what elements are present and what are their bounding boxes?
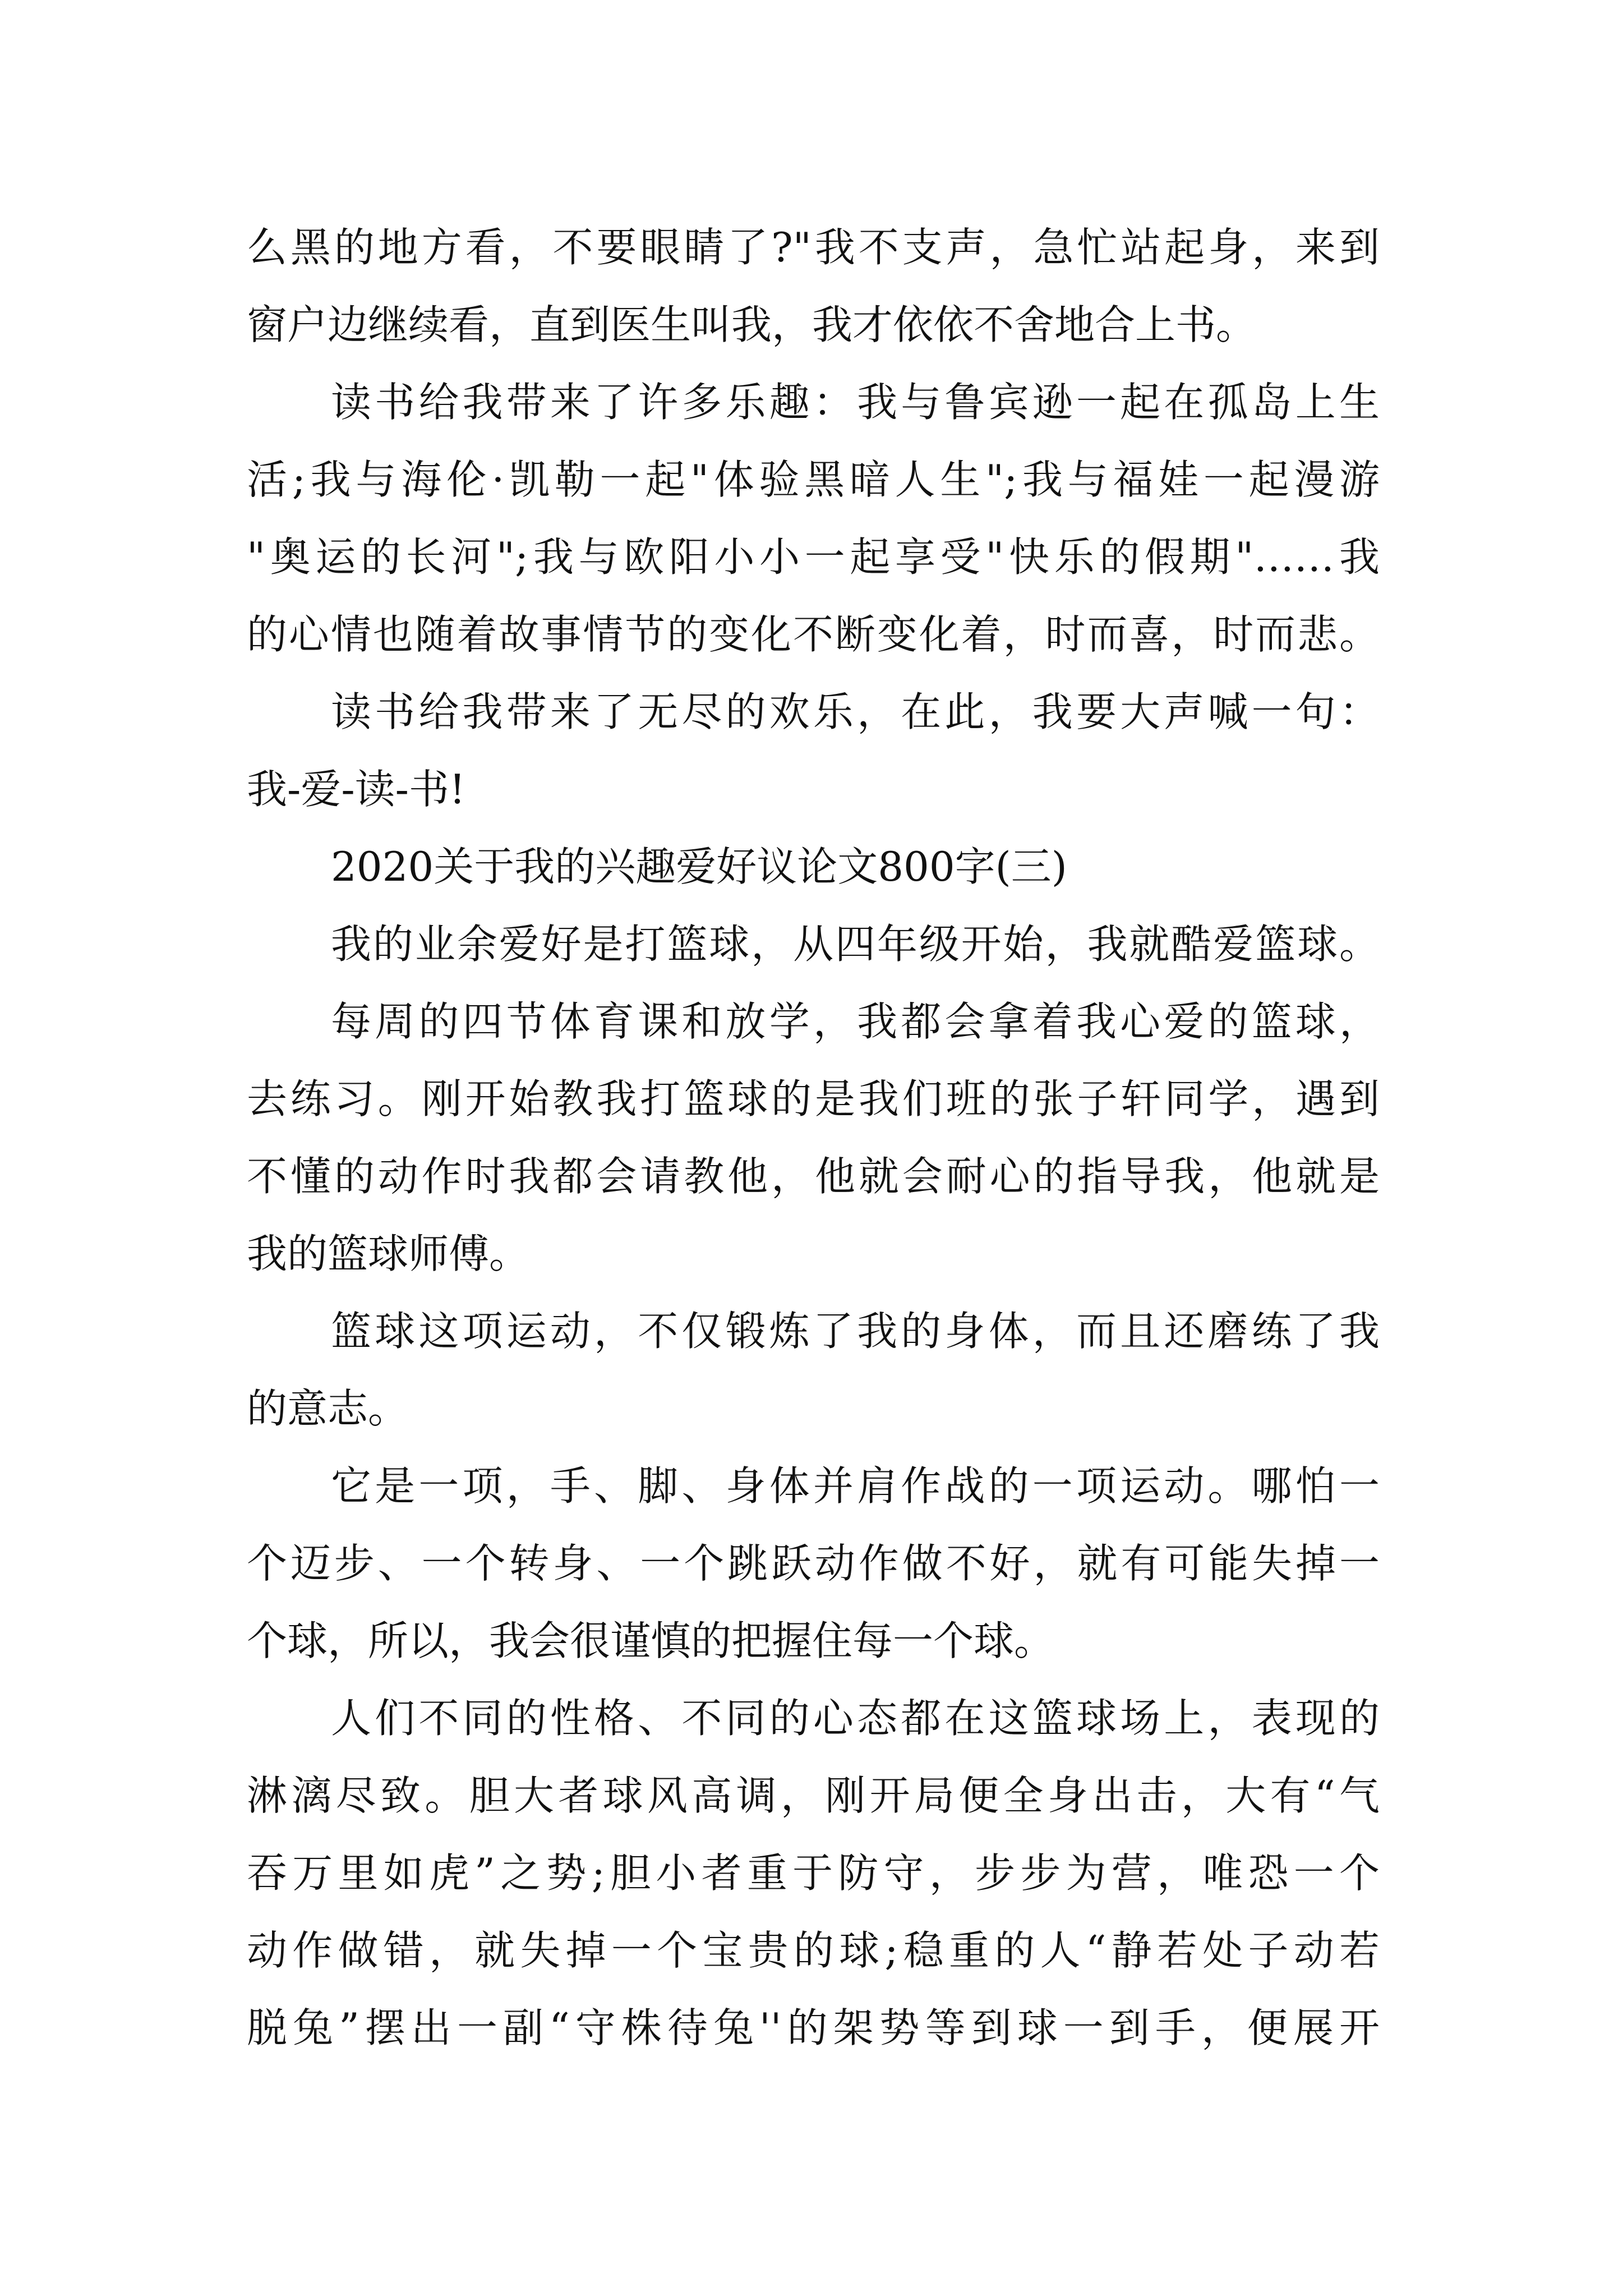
- text-line: 我-爱-读-书!: [247, 766, 465, 813]
- paragraph-start-line: 读书给我带来了无尽的欢乐，在此，我要大声喊一句：: [331, 688, 1380, 735]
- text-line: 活;我与海伦·凯勒一起"体验黑暗人生";我与福娃一起漫游: [247, 456, 1380, 503]
- text-line: 窗户边继续看，直到医生叫我，我才依依不舍地合上书。: [247, 301, 1257, 348]
- text-line: 的意志。: [247, 1385, 409, 1432]
- paragraph-start-line: 读书给我带来了许多乐趣：我与鲁宾逊一起在孤岛上生: [331, 379, 1380, 426]
- text-line: 去练习。刚开始教我打篮球的是我们班的张子轩同学，遇到: [247, 1075, 1380, 1122]
- section-heading: 2020关于我的兴趣爱好议论文800字(三): [331, 843, 1067, 890]
- text-line: 么黑的地方看，不要眼睛了?"我不支声，急忙站起身，来到: [247, 224, 1380, 271]
- text-line: 个球，所以，我会很谨慎的把握住每一个球。: [247, 1617, 1055, 1664]
- text-line: 的心情也随着故事情节的变化不断变化着，时而喜，时而悲。: [247, 611, 1380, 658]
- text-line: 吞万里如虎”之势;胆小者重于防守，步步为营，唯恐一个: [247, 1849, 1380, 1897]
- text-line: 不懂的动作时我都会请教他，他就会耐心的指导我，他就是: [247, 1153, 1380, 1200]
- paragraph-start-line: 我的业余爱好是打篮球，从四年级开始，我就酷爱篮球。: [331, 921, 1380, 968]
- text-line: "奥运的长河";我与欧阳小小一起享受"快乐的假期"……我: [247, 533, 1380, 581]
- paragraph-start-line: 每周的四节体育课和放学，我都会拿着我心爱的篮球，: [331, 998, 1380, 1045]
- paragraph-start-line: 人们不同的性格、不同的心态都在这篮球场上，表现的: [331, 1695, 1380, 1742]
- text-line: 我的篮球师傅。: [247, 1230, 530, 1277]
- text-line: 个迈步、一个转身、一个跳跃动作做不好，就有可能失掉一: [247, 1540, 1380, 1587]
- text-line: 脱兔”摆出一副“守株待兔''的架势等到球一到手，便展开: [247, 2004, 1380, 2051]
- paragraph-start-line: 篮球这项运动，不仅锻炼了我的身体，而且还磨练了我: [331, 1308, 1380, 1355]
- document-body: [247, 209, 1380, 2067]
- paragraph-start-line: 它是一项，手、脚、身体并肩作战的一项运动。哪怕一: [331, 1462, 1380, 1510]
- text-line: 淋漓尽致。胆大者球风高调，刚开局便全身出击，大有“气: [247, 1772, 1380, 1819]
- text-line: 动作做错，就失掉一个宝贵的球;稳重的人“静若处子动若: [247, 1927, 1380, 1974]
